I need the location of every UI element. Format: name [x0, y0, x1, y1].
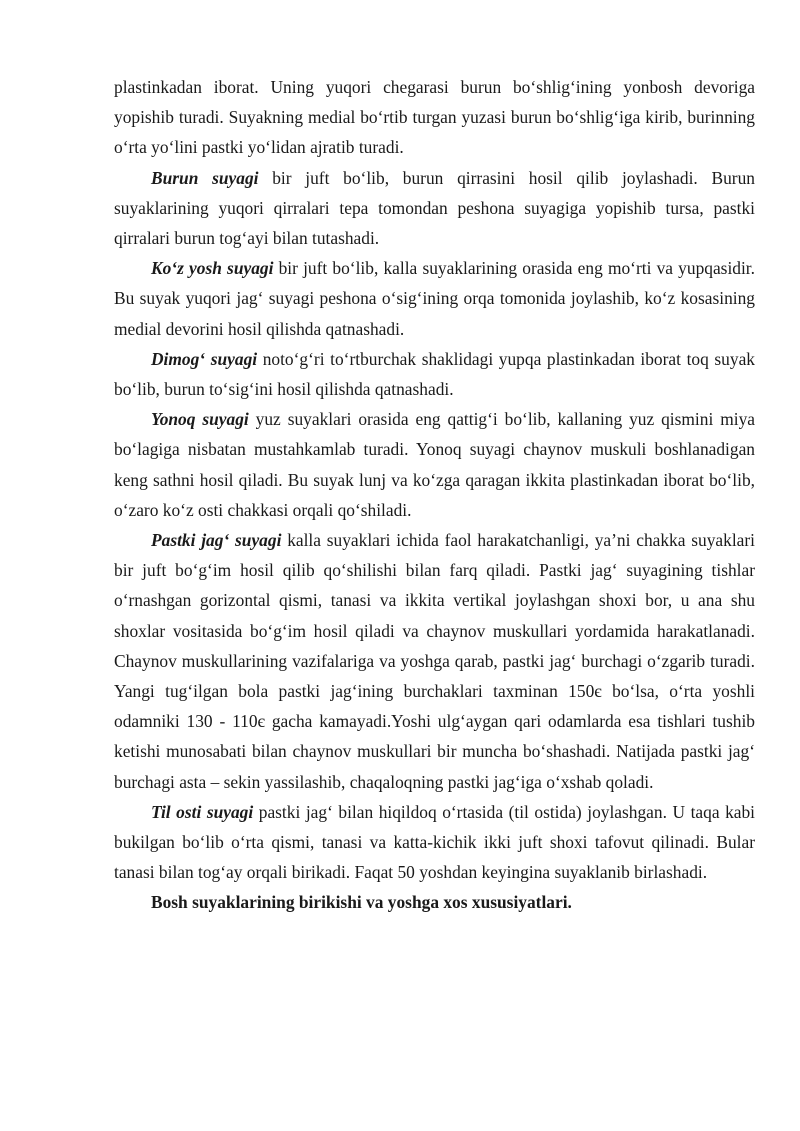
paragraph-til-osti-suyagi	[114, 797, 755, 888]
paragraph-koz-yosh-suyagi	[114, 253, 755, 344]
term-yonoq-suyagi: Yonoq suyagi	[151, 409, 249, 430]
paragraph-text: bir juft bo‘lib, burun qirrasini hosil qilib joylashadi. Burun suyaklarining yuqori qirralari tepa tomondan peshona suyagiga yopishib tursa, pastki qirralari burun tog‘ayi bilan tutashadi.	[114, 167, 755, 249]
paragraph-text: pastki jag‘ bilan hiqildoq o‘rtasida (til ostida) joylashgan. U taqa kabi bukilgan bo‘lib o‘rta qismi, tanasi va katta-kichik ikki juft shoxi tafovut qilinadi. Bular tanasi bilan tog‘ay orqali birikadi. Faqat 50 yoshdan keyingina suyaklanib birlashadi.	[114, 801, 756, 883]
paragraph-pastki-jag-suyagi	[114, 525, 755, 797]
term-til-osti-suyagi: Til osti suyagi	[151, 801, 254, 822]
paragraph-yonoq-suyagi	[114, 404, 755, 525]
term-dimog-suyagi: Dimog‘ suyagi	[151, 348, 258, 369]
term-koz-yosh-suyagi: Ko‘z yosh suyagi	[151, 258, 274, 279]
paragraph-text: noto‘g‘ri to‘rtburchak shaklidagi yupqa plastinkadan iborat toq suyak bo‘lib, burun to‘sig‘ini hosil qilishda qatnashadi.	[114, 348, 755, 400]
term-pastki-jag-suyagi: Pastki jag‘ suyagi	[151, 530, 282, 551]
paragraph-text: bir juft bo‘lib, kalla suyaklarining orasida eng mo‘rti va yupqasidir. Bu suyak yuqori jag‘ suyagi peshona o‘sig‘ining orqa tomonida joylashib, ko‘z kosasining medial devorini hosil qilishda qatnashadi.	[114, 258, 755, 339]
paragraph-text: kalla suyaklari ichida faol harakatchanligi, ya’ni chakka suyaklari bir juft bo‘g‘im hosil qilib qo‘shilishi bilan farq qiladi. Pastki jag‘ suyagining tishlar o‘rnashgan gorizontal qismi, tanasi va ikkita vertikal joylashgan shoxi bor, u ana shu shoxlar vositasida bo‘g‘im hosil qiladi va chaynov muskullari yordamida harakatlanadi. Chaynov muskullarining vazifalariga va yoshga qarab, pastki jag‘ burchagi o‘zgarib turadi. Yangi tug‘ilgan bola pastki jag‘ining burchaklari taxminan 150є bo‘lsa, o‘rta yoshli odamniki 130 - 110є gacha kamayadi.Yoshi ulg‘aygan qari odamlarda esa tishlari tushib ketishi munosabati bilan chaynov muskullari bir muncha bo‘shashadi. Natijada pastki jag‘ burchagi asta – sekin yassilashib, chaqaloqning pastki jag‘iga o‘xshab qoladi.	[114, 530, 755, 792]
paragraph-dimog-suyagi	[114, 344, 755, 404]
section-heading: Bosh suyaklarining birikishi va yoshga xos xususiyatlari.	[151, 892, 572, 913]
document-page	[114, 72, 755, 918]
paragraph-text: yuz suyaklari orasida eng qattig‘i bo‘lib, kallaning yuz qismini miya bo‘lagiga nisbatan mustahkamlab turadi. Yonoq suyagi chaynov muskuli boshlanadigan keng sathni hosil qiladi. Bu suyak lunj va ko‘zga qaragan ikkita plastinkadan iborat bo‘lib, o‘zaro ko‘z osti chakkasi orqali qo‘shiladi.	[114, 409, 755, 520]
paragraph-continuation	[114, 72, 755, 163]
term-burun-suyagi: Burun suyagi	[151, 167, 259, 188]
paragraph-burun-suyagi	[114, 163, 755, 254]
paragraph-text: plastinkadan iborat. Uning yuqori chegarasi burun bo‘shlig‘ining yonbosh devoriga yopishib turadi. Suyakning medial bo‘rtib turgan yuzasi burun bo‘shlig‘iga kirib, burinning o‘rta yo‘lini pastki yo‘lidan ajratib turadi.	[114, 77, 755, 158]
